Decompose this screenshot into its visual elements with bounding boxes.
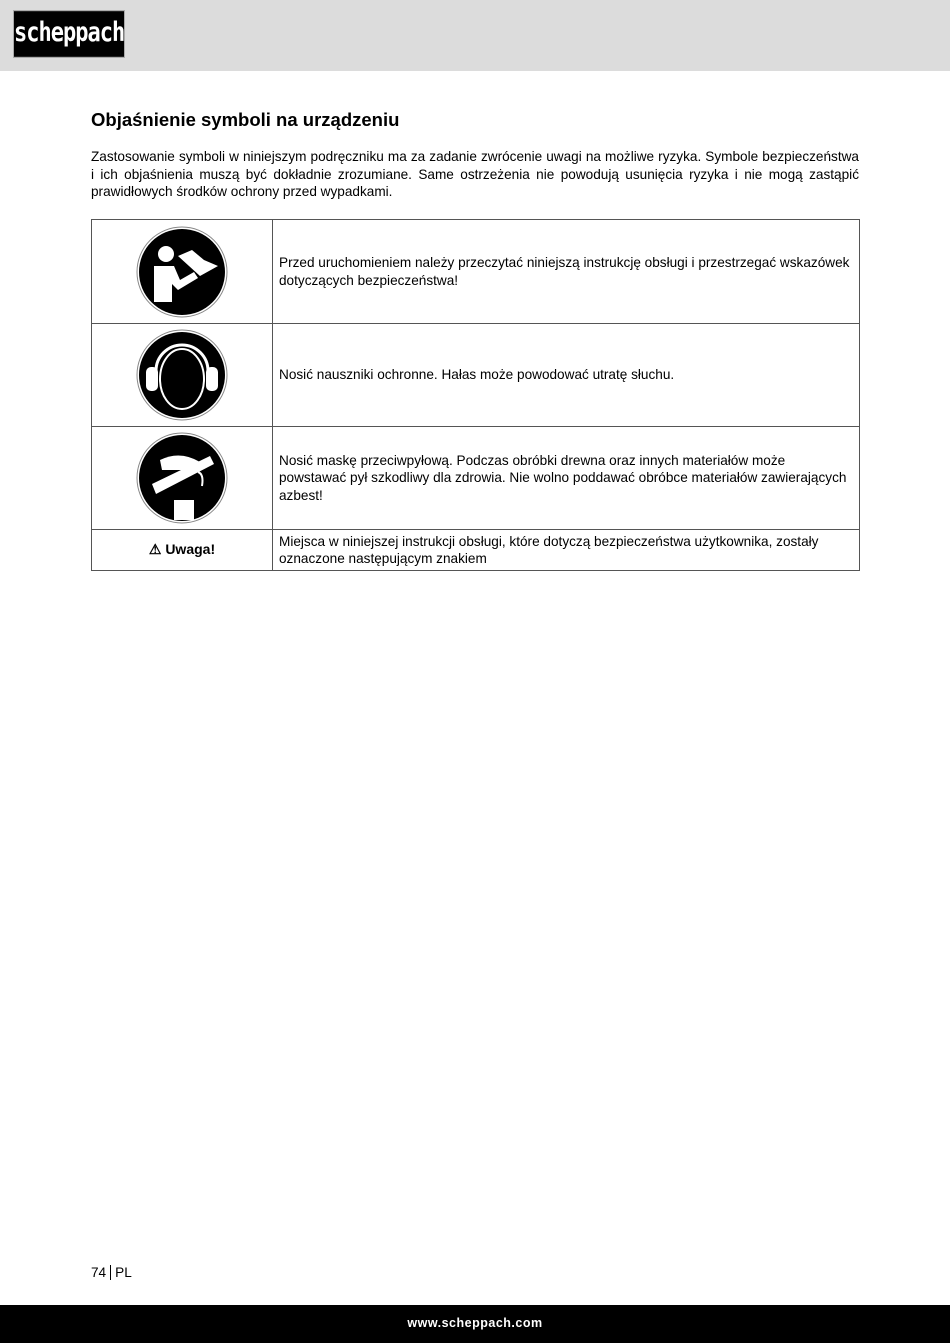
warning-label: ⚠ Uwaga!: [92, 530, 273, 571]
scheppach-logo: scheppach: [13, 10, 125, 58]
page-language: PL: [115, 1265, 132, 1280]
page-number-value: 74: [91, 1265, 107, 1280]
header-bar: [0, 0, 950, 71]
ear-protection-icon: [136, 329, 228, 421]
symbols-table: [91, 219, 860, 571]
page-number: [91, 1265, 132, 1280]
read-manual-icon: [136, 226, 228, 318]
row-text: Nosić maskę przeciwpyłową. Podczas obróbki drewna oraz innych materiałów może powstawać pył szkodliwy dla zdrowia. Nie wolno poddawać obróbce materiałów zawierających azbest!: [273, 427, 860, 530]
divider: [110, 1265, 111, 1280]
row-text: Nosić nauszniki ochronne. Hałas może powodować utratę słuchu.: [273, 324, 860, 427]
row-text: Przed uruchomieniem należy przeczytać niniejszą instrukcję obsługi i przestrzegać wskazówek dotyczących bezpieczeństwa!: [273, 220, 860, 324]
table-row: [92, 427, 860, 530]
footer-url: www.scheppach.com: [0, 1305, 950, 1343]
table-row: [92, 530, 860, 571]
table-row: [92, 220, 860, 324]
dust-mask-icon: [136, 432, 228, 524]
table-row: [92, 324, 860, 427]
page-title: Objaśnienie symboli na urządzeniu: [91, 109, 400, 130]
row-text: Miejsca w niniejszej instrukcji obsługi, które dotyczą bezpieczeństwa użytkownika, zostały oznaczone następującym znakiem: [273, 530, 860, 571]
intro-paragraph: Zastosowanie symboli w niniejszym podręczniku ma za zadanie zwrócenie uwagi na możliwe ryzyka. Symbole bezpieczeństwa i ich objaśnienia muszą być dokładnie zrozumiane. Same ostrzeżenia nie powodują usunięcia ryzyka i nie mogą zastąpić prawidłowych środków ochrony przed wypadkami.: [91, 149, 859, 199]
